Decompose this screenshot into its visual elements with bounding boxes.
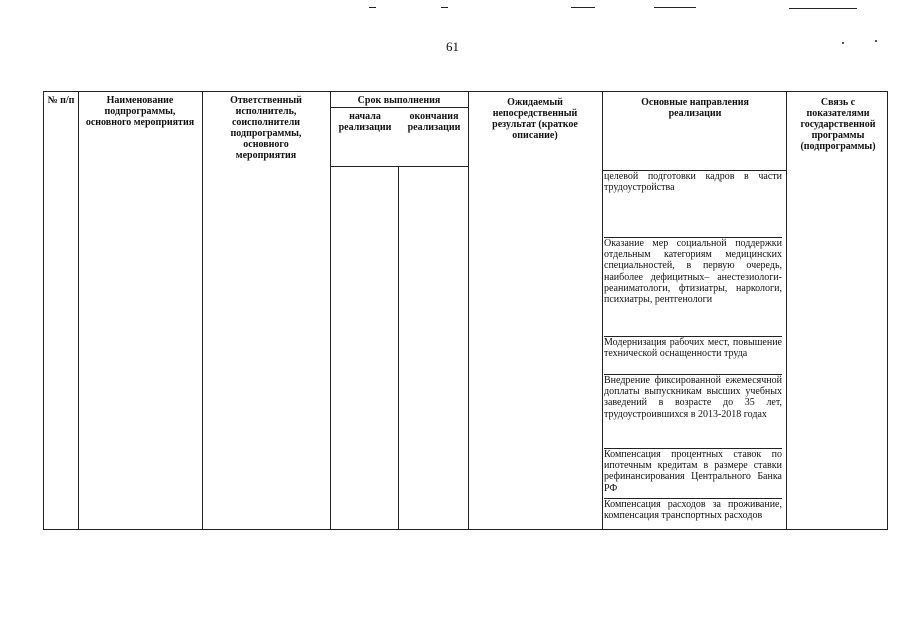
scan-mark [571,7,595,8]
program-table [43,91,888,530]
row-line [330,107,468,108]
header-start: начала реализации [338,111,392,133]
direction-cell: Внедрение фиксированной ежемесячной доплаты выпускникам высших учебных заведений в возрасте до 35 лет, трудоустроившихся в 2013-2018 годах [604,374,782,448]
col-line [398,166,399,529]
header-responsible: Ответственный исполнитель, соисполнители подпрограммы, основного мероприятия [230,95,302,161]
scan-mark [441,7,448,8]
header-result: Ожидаемый непосредственный результат (краткое описание) [492,97,578,141]
col-line [468,92,469,529]
header-num: № п/п [47,95,75,106]
row-line [330,166,468,167]
col-line [202,92,203,529]
direction-cell: Модернизация рабочих мест, повышение технической оснащенности труда [604,336,782,374]
scan-mark [654,7,696,8]
header-name: Наименование подпрограммы, основного мероприятия [85,95,195,128]
direction-cell: Компенсация расходов за проживание, компенсация транспортных расходов [604,498,782,529]
page-number: 61 [446,39,459,54]
direction-cell: целевой подготовки кадров в части трудоустройства [604,170,782,237]
col-line [330,92,331,529]
col-line [786,92,787,529]
direction-cell: Компенсация процентных ставок по ипотечным кредитам в размере ставки рефинансирования Центрального Банка РФ [604,448,782,498]
col-line [78,92,79,529]
header-term: Срок выполнения [357,95,441,106]
header-directions: Основные направления реализации [641,97,749,119]
scan-mark [789,8,857,9]
scan-mark [369,7,376,8]
row-line [602,170,786,171]
header-end: окончания реализации [407,111,461,133]
col-line [602,92,603,529]
header-link: Связь с показателями государственной программы (подпрограммы) [800,97,876,152]
direction-cell: Оказание мер социальной поддержки отдельным категориям медицинских специальностей, в первую очередь, наиболее дефицитных– анестезиологи-реаниматологи, фтизиатры, наркологи, психиатры, рентгенологи [604,237,782,336]
